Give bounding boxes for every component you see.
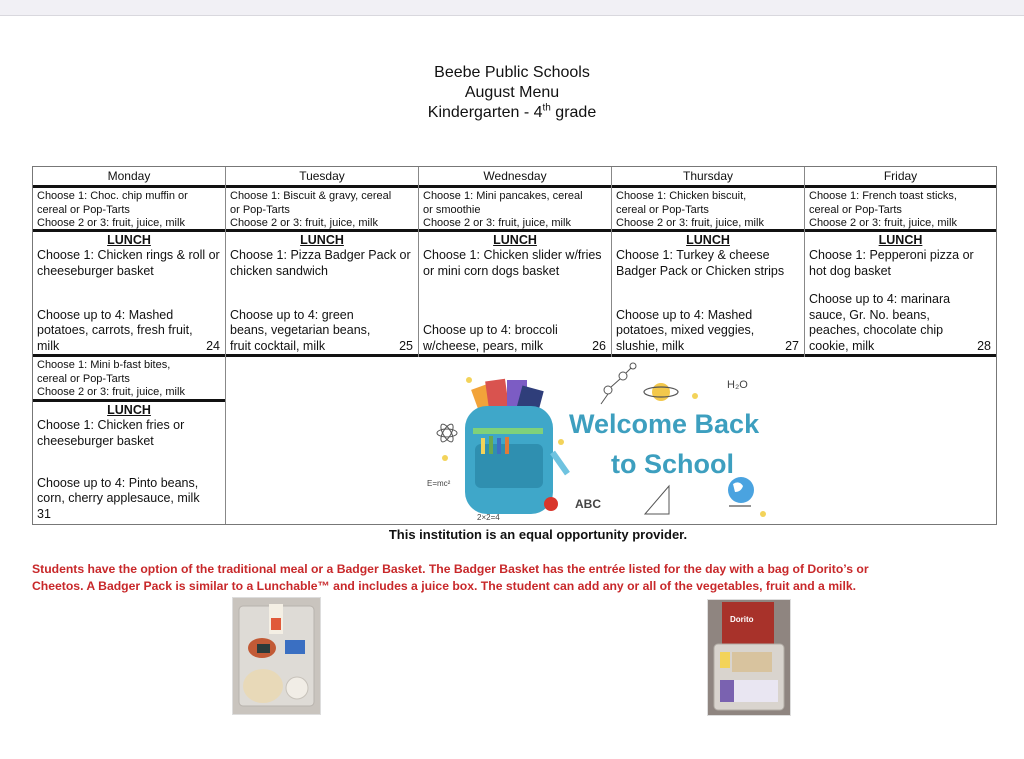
lunch-sides: Choose up to 4: Mashed potatoes, mixed veggies, slushie, milk: [616, 307, 755, 353]
lunch-heading: LUNCH: [686, 233, 730, 247]
note-line-2: Cheetos. A Badger Pack is similar to a Lunchable™ and includes a juice box. The student can add any or all of the vegetables, fruit and a milk.: [32, 579, 856, 593]
molecule-icon: [601, 363, 636, 404]
breakfast-line: Choose 2 or 3: fruit, juice, milk: [37, 217, 185, 229]
day-column-thursday: [612, 167, 805, 357]
lunch-heading: LUNCH: [878, 233, 923, 247]
badger-pack-photo: [232, 597, 321, 715]
menu-table: [32, 166, 997, 525]
lunch-sides: [37, 476, 221, 523]
day-column-monday: [33, 167, 226, 357]
banner-line2: to School: [611, 449, 734, 479]
breakfast-line: cereal or Pop-Tarts: [616, 203, 709, 216]
badger-basket-photo: [707, 599, 791, 716]
lunch-cell: [33, 232, 225, 357]
planet-icon: [644, 383, 678, 401]
lunch-heading: LUNCH: [107, 233, 151, 247]
breakfast-cell: [612, 188, 804, 232]
breakfast-line: Choose 2 or 3: fruit, juice, milk: [616, 217, 764, 229]
badger-basket-note: [32, 561, 1012, 595]
lunch-cell: [612, 232, 804, 357]
week2-monday-cell: [33, 357, 226, 524]
lunch-cell: [226, 232, 418, 357]
date-number: 27: [785, 338, 799, 353]
lunch-entree: Choose 1: Chicken fries or cheeseburger basket: [37, 418, 185, 448]
lunch-heading: LUNCH: [300, 233, 344, 247]
backpack-icon: [465, 379, 553, 514]
lunch-heading: LUNCH: [107, 403, 151, 417]
breakfast-line: Choose 1: French toast sticks,: [809, 190, 957, 202]
breakfast-line: cereal or Pop-Tarts: [37, 203, 130, 216]
lunch-cell: [33, 402, 225, 522]
note-line-1: Students have the option of the traditional meal or a Badger Basket. The Badger Basket has the entrée listed for the day with a bag of Dorito’s or: [32, 562, 869, 576]
breakfast-line: Choose 1: Chicken biscuit,: [616, 190, 747, 202]
day-header: Monday: [33, 167, 225, 188]
breakfast-line: Choose 1: Biscuit & gravy, cereal: [230, 190, 392, 202]
breakfast-cell: [33, 357, 225, 402]
school-name: Beebe Public Schools: [434, 64, 590, 81]
day-header: Thursday: [612, 167, 804, 188]
banner-art: [423, 358, 771, 522]
day-column-friday: [805, 167, 996, 357]
date-number: 25: [399, 338, 413, 353]
breakfast-line: or Pop-Tarts: [230, 203, 290, 216]
atom-icon: [437, 422, 457, 443]
breakfast-line: Choose 2 or 3: fruit, juice, milk: [423, 217, 571, 229]
apple-icon: [544, 497, 558, 511]
breakfast-line: cereal or Pop-Tarts: [809, 203, 902, 216]
abc-doodle: ABC: [575, 497, 601, 511]
breakfast-line: Choose 2 or 3: fruit, juice, milk: [230, 217, 378, 229]
lunch-entree: Choose 1: Pizza Badger Pack or chicken sandwich: [230, 248, 411, 278]
breakfast-cell: [419, 188, 611, 232]
breakfast-line: Choose 1: Mini b-fast bites,: [37, 359, 171, 371]
date-number: 28: [977, 338, 991, 353]
ruler-icon: [550, 451, 570, 476]
lunch-entree: Choose 1: Turkey & cheese Badger Pack or Chicken strips: [616, 248, 785, 278]
breakfast-line: Choose 1: Choc. chip muffin or: [37, 190, 188, 202]
viewer-top-bar: [0, 0, 1024, 16]
lunch-entree: Choose 1: Pepperoni pizza or hot dog basket: [809, 248, 974, 278]
welcome-back-banner: [423, 358, 771, 522]
breakfast-line: Choose 2 or 3: fruit, juice, milk: [809, 217, 957, 229]
document-header: [0, 63, 1024, 123]
h2o-doodle: H₂O: [727, 379, 748, 391]
breakfast-cell: [805, 188, 996, 232]
lunch-sides: Choose up to 4: marinara sauce, Gr. No. beans, peaches, chocolate chip cookie, milk: [809, 292, 951, 353]
breakfast-cell: [226, 188, 418, 232]
globe-icon: [728, 477, 754, 506]
triangle-icon: [645, 486, 669, 514]
lunch-tray-image: [233, 598, 320, 714]
breakfast-line: or smoothie: [423, 203, 481, 216]
equal-opportunity-statement: This institution is an equal opportunity provider.: [388, 527, 688, 542]
date-number: 24: [206, 338, 220, 353]
lunch-cell: [805, 232, 996, 357]
lunch-sides: Choose up to 4: green beans, vegetarian beans, fruit cocktail, milk: [230, 307, 371, 353]
breakfast-line: Choose 2 or 3: fruit, juice, milk: [37, 386, 185, 398]
lunch-sides: Choose up to 4: broccoli w/cheese, pears, milk: [423, 323, 558, 353]
date-number: 26: [592, 338, 606, 353]
chip-bag-label: Dorito: [730, 615, 754, 624]
basket-tray-image: [708, 600, 790, 715]
day-header: Wednesday: [419, 167, 611, 188]
emc-doodle: E=mc²: [427, 479, 451, 488]
date-number: 31: [37, 506, 51, 521]
lunch-sides: Choose up to 4: Mashed potatoes, carrots, fresh fruit, milk: [37, 307, 193, 353]
menu-title: August Menu: [464, 84, 560, 101]
breakfast-line: Choose 1: Mini pancakes, cereal: [423, 190, 583, 202]
lunch-cell: [419, 232, 611, 357]
math-doodle: 2×2=4: [477, 513, 500, 522]
day-column-tuesday: [226, 167, 419, 357]
breakfast-cell: [33, 188, 225, 232]
day-header: Tuesday: [226, 167, 418, 188]
breakfast-line: cereal or Pop-Tarts: [37, 372, 130, 385]
lunch-heading: LUNCH: [493, 233, 537, 247]
day-header: Friday: [805, 167, 996, 188]
day-column-wednesday: [419, 167, 612, 357]
lunch-entree: Choose 1: Chicken rings & roll or cheeseburger basket: [37, 248, 220, 278]
grade-range: Kindergarten - 4th grade: [427, 102, 597, 121]
banner-line1: Welcome Back: [569, 409, 760, 439]
lunch-entree: Choose 1: Chicken slider w/fries or mini corn dogs basket: [423, 248, 602, 278]
lunch-sides-text: Choose up to 4: Pinto beans, corn, cherry applesauce, milk: [37, 475, 200, 505]
